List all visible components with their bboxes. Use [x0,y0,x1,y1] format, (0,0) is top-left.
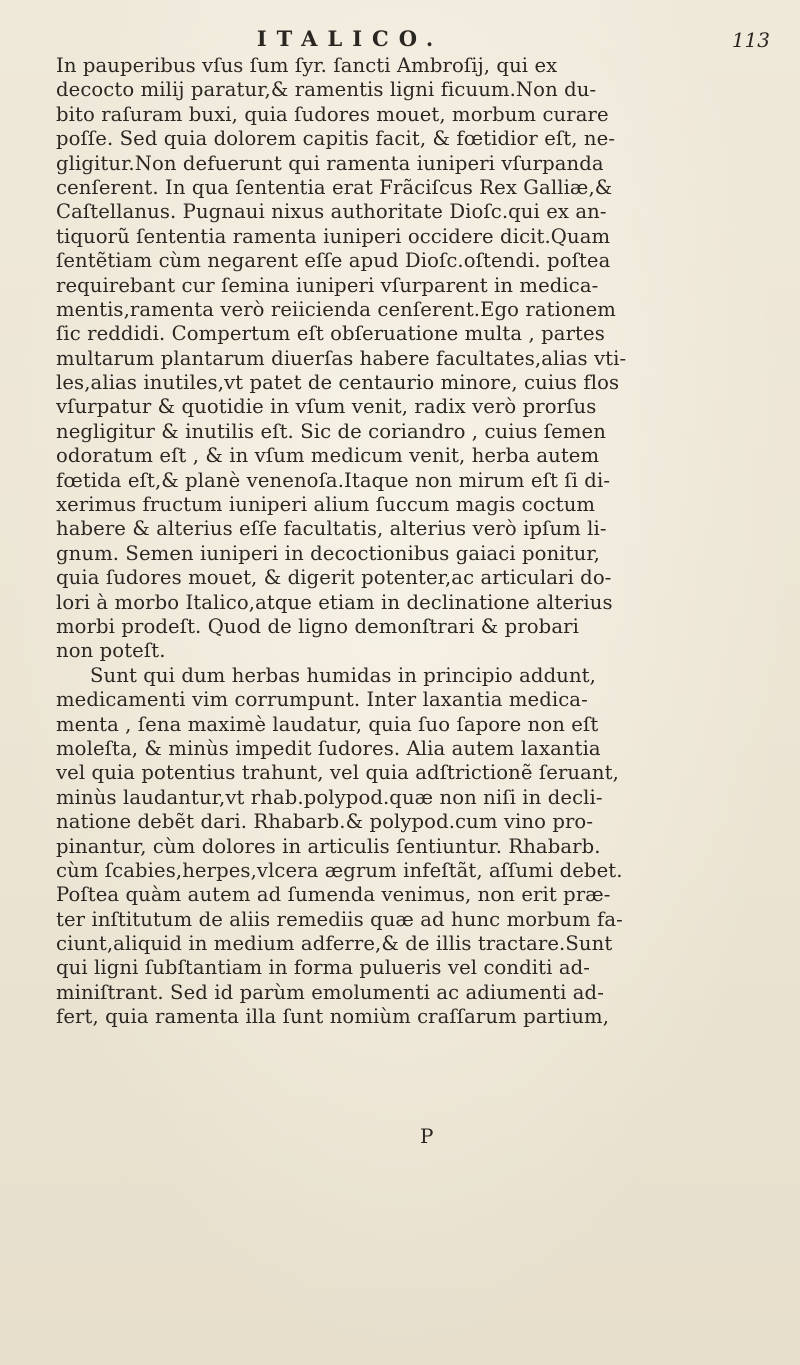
page-number: 113 [731,28,770,52]
text-line: ſentẽtiam cùm negarent eſſe apud Dioſc.oſtendi. poſtea [56,249,611,273]
text-line: negligitur & inutilis eſt. Sic de coriandro , cuius ſemen [56,419,606,443]
text-line: vel quia potentius trahunt, vel quia adſtrictionẽ ſeruant, [56,761,619,785]
text-line: bito raſuram buxi, quia ſudores mouet, morbum curare [56,102,609,126]
text-line: Caſtellanus. Pugnaui nixus authoritate Dioſc.qui ex an- [56,200,607,224]
text-line: morbi prodeſt. Quod de ligno demonſtrari & probari [56,614,579,638]
text-line: tiquorũ ſententia ramenta iuniperi occidere dicit.Quam [56,224,611,248]
text-line: fert, quia ramenta illa ſunt nomiùm craſſarum partium, [56,1005,610,1029]
text-line: requirebant cur ſemina iuniperi vſurparent in medica- [56,273,599,297]
text-line: gligitur.Non defuerunt qui ramenta iuniperi vſurpanda [56,151,604,175]
text-line: vſurpatur & quotidie in vſum venit, radix verò prorſus [56,395,597,419]
text-line: cùm ſcabies,herpes,vlcera ægrum infeſtãt, aſſumi debet. [56,858,623,882]
text-line: habere & alterius eſſe facultatis, alterius verò ipſum li- [56,517,607,541]
text-line: medicamenti vim corrumpunt. Inter laxantia medica- [56,688,588,712]
signature-mark: P [420,1124,434,1148]
text-line: cenſerent. In qua ſententia erat Frãciſcus Rex Galliæ,& [56,175,613,199]
body-text [56,54,776,1030]
text-line: ciunt,aliquid in medium adferre,& de illis tractare.Sunt [56,932,613,956]
text-line: xerimus fructum iuniperi alium ſuccum magis coctum [56,493,596,517]
text-line: poſſe. Sed quia dolorem capitis facit, & fœtidior eſt, ne- [56,127,616,151]
text-line: miniſtrant. Sed id parùm emolumenti ac adiumenti ad- [56,980,604,1004]
running-title: ITALICO. [256,26,444,51]
text-line: moleſta, & minùs impedit ſudores. Alia autem laxantia [56,736,601,760]
text-line: multarum plantarum diuerſas habere facultates,alias vti- [56,346,627,370]
text-line: fœtida eſt,& planè venenoſa.Itaque non mirum eſt ſi di- [56,468,611,492]
text-line: In pauperibus vſus ſum ſyr. ſancti Ambroſij, qui ex [56,54,558,77]
text-line: minùs laudantur,vt rhab.polypod.quæ non niſi in decli- [56,785,603,809]
text-line: gnum. Semen iuniperi in decoctionibus gaiaci ponitur, [56,541,600,565]
text-line: mentis,ramenta verò reiicienda cenſerent.Ego rationem [56,297,616,321]
text-line: quia ſudores mouet, & digerit potenter,ac articulari do- [56,566,612,590]
text-line: Poſtea quàm autem ad ſumenda venimus, non erit præ- [56,883,611,907]
text-line: pinantur, cùm dolores in articulis ſentiuntur. Rhabarb. [56,834,601,858]
text-line: les,alias inutiles,vt patet de centaurio minore, cuius flos [56,371,620,395]
text-line: natione debẽt dari. Rhabarb.& polypod.cum vino pro- [56,810,594,834]
text-line: ter inſtitutum de aliis remediis quæ ad hunc morbum fa- [56,907,623,931]
text-line: menta , ſena maximè laudatur, quia ſuo ſapore non eſt [56,712,599,736]
text-line: non poteſt. [56,639,166,663]
paragraph-start-line: Sunt qui dum herbas humidas in principio addunt, [90,663,596,687]
text-line: decocto milij paratur,& ramentis ligni ficuum.Non du- [56,78,597,102]
text-line: odoratum eſt , & in vſum medicum venit, herba autem [56,444,600,468]
text-line: lori à morbo Italico,atque etiam in declinatione alterius [56,590,613,614]
text-line: ſic reddidi. Compertum eſt obſeruatione multa , partes [56,322,605,346]
text-line: qui ligni ſubſtantiam in forma pulueris vel conditi ad- [56,956,590,980]
